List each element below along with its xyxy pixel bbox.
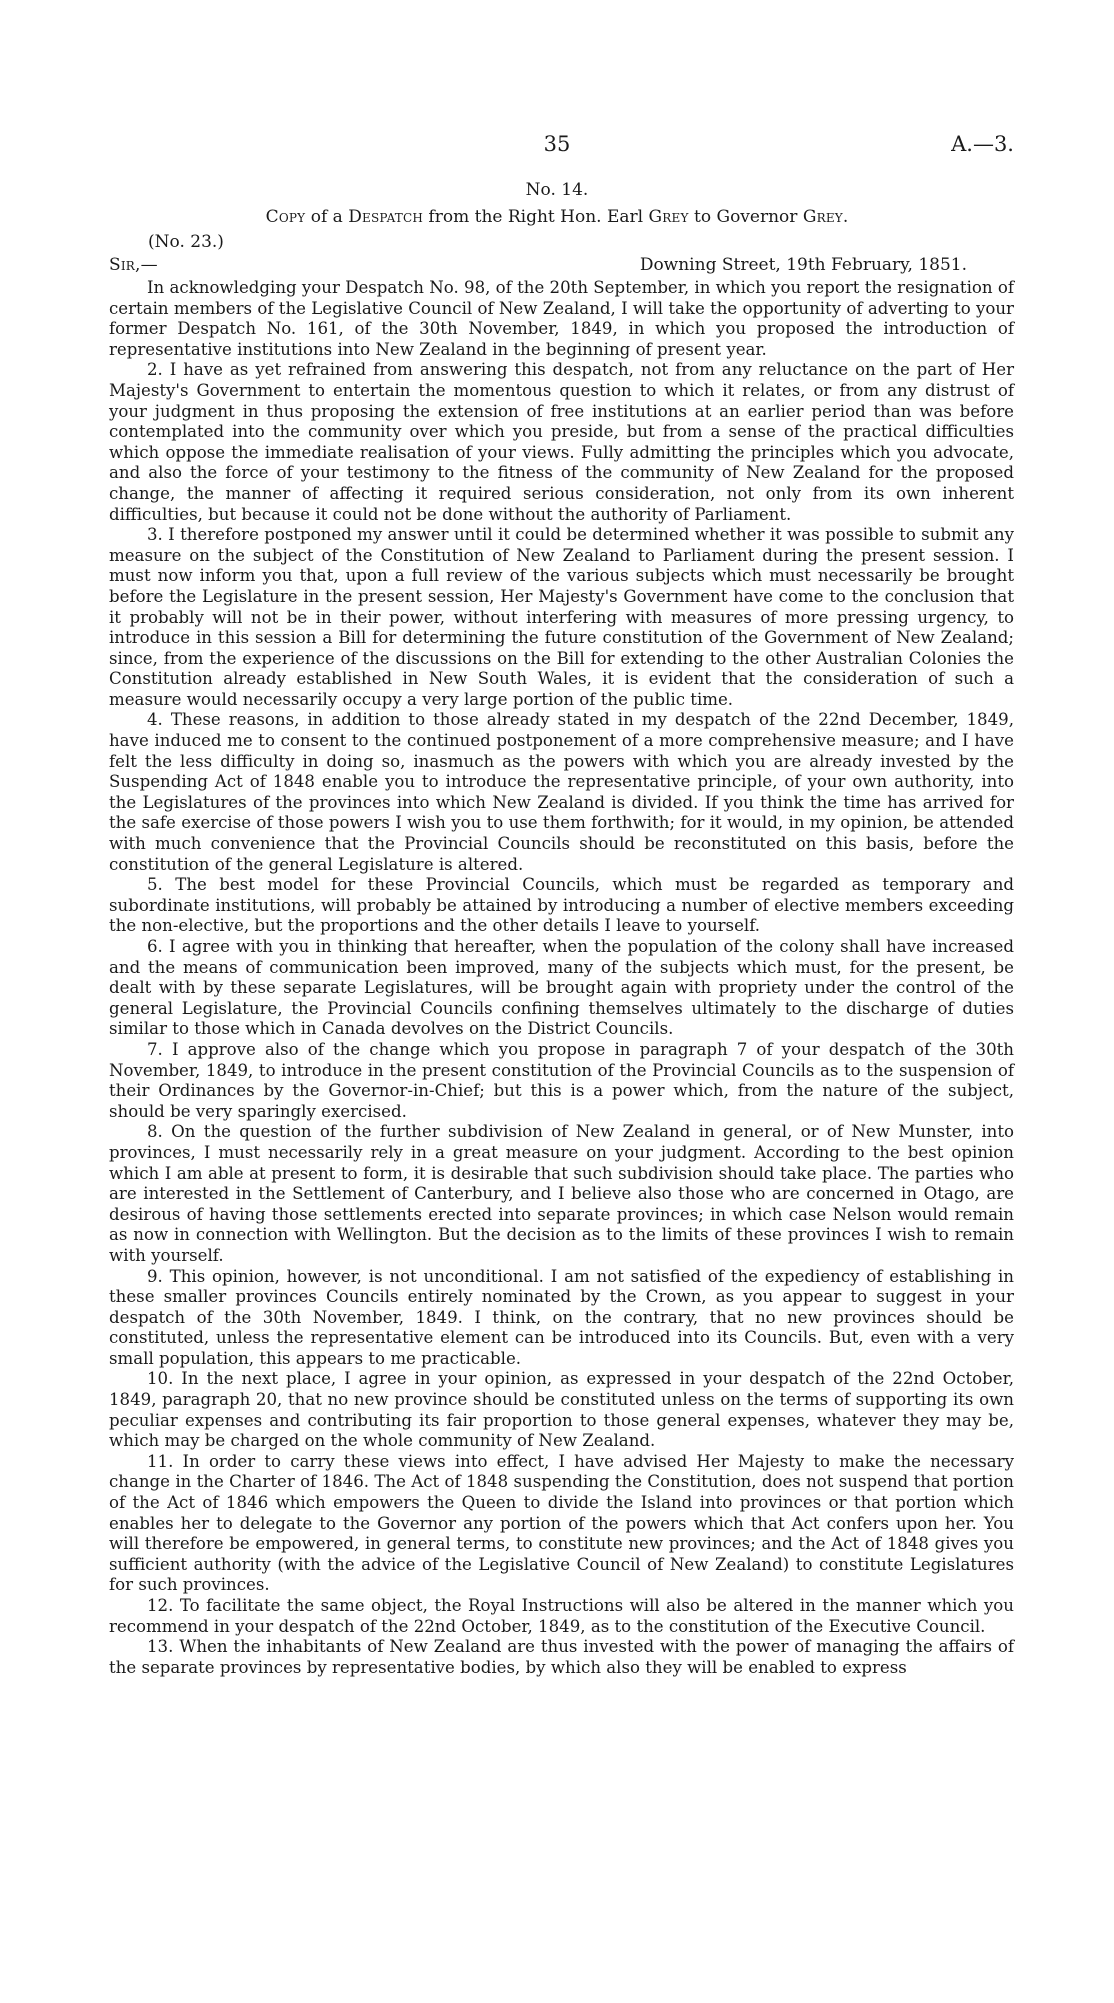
paragraph-4: 4. These reasons, in addition to those already stated in my despatch of the 22nd December, 1849, have induced me to consent to the continued postponement of a more comprehensive measure; and I have felt the less difficulty in doing so, inasmuch as the powers with which you are already invested by the Suspending Act of 1848 enable you to introduce the representative principle, of your own authority, into the Legislatures of the provinces into which New Zealand is divided. If you think the time has arrived for the safe exercise of those powers I wish you to use them forthwith; for it would, in my opinion, be attended with much convenience that the Provincial Councils should be reconstituted on this basis, before the constitution of the general Legislature is altered.	[109, 710, 1014, 874]
paragraph-7: 7. I approve also of the change which you propose in paragraph 7 of your despatch of the 30th November, 1849, to introduce in the present constitution of the Provincial Councils as to the suspension of their Ordinances by the Governor-in-Chief; but this is a power which, from the nature of the subject, should be very sparingly exercised.	[109, 1039, 1014, 1121]
despatch-body	[109, 278, 1014, 1678]
title-end: .	[842, 207, 849, 227]
salutation: Sir,—	[109, 255, 158, 275]
title-despatch: Despatch	[348, 207, 424, 227]
paragraph-12: 12. To facilitate the same object, the Royal Instructions will also be altered in the manner which you recommend in your despatch of the 22nd October, 1849, as to the constitution of the Executive Council.	[109, 1596, 1014, 1636]
despatch-reference: (No. 23.)	[148, 232, 224, 252]
title-grey-earl: Grey	[648, 207, 689, 227]
paragraph-9: 9. This opinion, however, is not unconditional. I am not satisfied of the expediency of establishing in these smaller provinces Councils entirely nominated by the Crown, as you appear to suggest in your despatch of the 30th November, 1849. I think, on the contrary, that no new provinces should be constituted, unless the representative element can be introduced into its Councils. But, even with a very small population, this appears to me practicable.	[109, 1266, 1014, 1368]
page-number: 35	[543, 132, 571, 156]
title-from: from the Right Hon. Earl	[423, 207, 649, 227]
paragraph-5: 5. The best model for these Provincial Councils, which must be regarded as temporary and subordinate institutions, will probably be attained by introducing a number of elective members exceeding the non-elective, but the proportions and the other details I leave to yourself.	[109, 875, 1014, 936]
title-of: of a	[305, 207, 349, 227]
paragraph-11: 11. In order to carry these views into effect, I have advised Her Majesty to make the necessary change in the Charter of 1846. The Act of 1848 suspending the Constitution, does not suspend that portion of the Act of 1846 which empowers the Queen to divide the Island into provinces or that portion which enables her to delegate to the Governor any portion of the powers which that Act confers upon her. You will therefore be empowered, in general terms, to constitute new provinces; and the Act of 1848 gives you sufficient authority (with the advice of the Legislative Council of New Zealand) to constitute Legislatures for such provinces.	[109, 1451, 1014, 1595]
paragraph-2: 2. I have as yet refrained from answering this despatch, not from any reluctance on the part of Her Majesty's Government to entertain the momentous question to which it relates, or from any distrust of your judgment in thus proposing the extension of free institutions at an earlier period than was before contemplated into the community over which you preside, but from a sense of the practical difficulties which oppose the immediate realisation of your views. Fully admitting the principles which you advocate, and also the force of your testimony to the fitness of the community of New Zealand for the proposed change, the manner of affecting it required serious consideration, not only from its own inherent difficulties, but because it could not be done without the authority of Parliament.	[109, 360, 1014, 524]
paragraph-3: 3. I therefore postponed my answer until it could be determined whether it was possible to submit any measure on the subject of the Constitution of New Zealand to Parliament during the present session. I must now inform you that, upon a full review of the various subjects which must necessarily be brought before the Legislature in the present session, Her Majesty's Government have come to the conclusion that it probably will not be in their power, without interfering with measures of more pressing urgency, to introduce in this session a Bill for determining the future constitution of the Government of New Zealand; since, from the experience of the discussions on the Bill for extending to the other Australian Colonies the Constitution already established in New South Wales, it is evident that the consideration of such a measure would necessarily occupy a very large portion of the public time.	[109, 525, 1014, 709]
date-line: Downing Street, 19th February, 1851.	[639, 255, 967, 275]
paragraph-13: 13. When the inhabitants of New Zealand are thus invested with the power of managing the affairs of the separate provinces by representative bodies, by which also they will be enabled to express	[109, 1637, 1014, 1677]
despatch-title	[0, 207, 1114, 228]
title-copy: Copy	[265, 207, 306, 227]
title-to: to Governor	[688, 207, 803, 227]
paragraph-10: 10. In the next place, I agree in your opinion, as expressed in your despatch of the 22nd October, 1849, paragraph 20, that no new province should be constituted unless on the terms of supporting its own peculiar expenses and contributing its fair proportion to those general expenses, whatever they may be, which may be charged on the whole community of New Zealand.	[109, 1369, 1014, 1451]
document-code: A.—3.	[951, 132, 1014, 156]
paragraph-6: 6. I agree with you in thinking that hereafter, when the population of the colony shall have increased and the means of communication been improved, many of the subjects which must, for the present, be dealt with by these separate Legislatures, will be brought again with propriety under the control of the general Legislature, the Provincial Councils confining themselves ultimately to the discharge of duties similar to those which in Canada devolves on the District Councils.	[109, 937, 1014, 1039]
despatch-number: No. 14.	[525, 180, 589, 200]
paragraph-8: 8. On the question of the further subdivision of New Zealand in general, or of New Munster, into provinces, I must necessarily rely in a great measure on your judgment. According to the best opinion which I am able at present to form, it is desirable that such subdivision should take place. The parties who are interested in the Settlement of Canterbury, and I believe also those who are concerned in Otago, are desirous of having those settlements erected into separate provinces; in which case Nelson would remain as now in connection with Wellington. But the decision as to the limits of these provinces I wish to remain with yourself.	[109, 1122, 1014, 1265]
paragraph-1: In acknowledging your Despatch No. 98, of the 20th September, in which you report the resignation of certain members of the Legislative Council of New Zealand, I will take the opportunity of adverting to your former Despatch No. 161, of the 30th November, 1849, in which you proposed the introduction of representative institutions into New Zealand in the beginning of present year.	[109, 278, 1014, 359]
title-grey-governor: Grey	[802, 207, 843, 227]
